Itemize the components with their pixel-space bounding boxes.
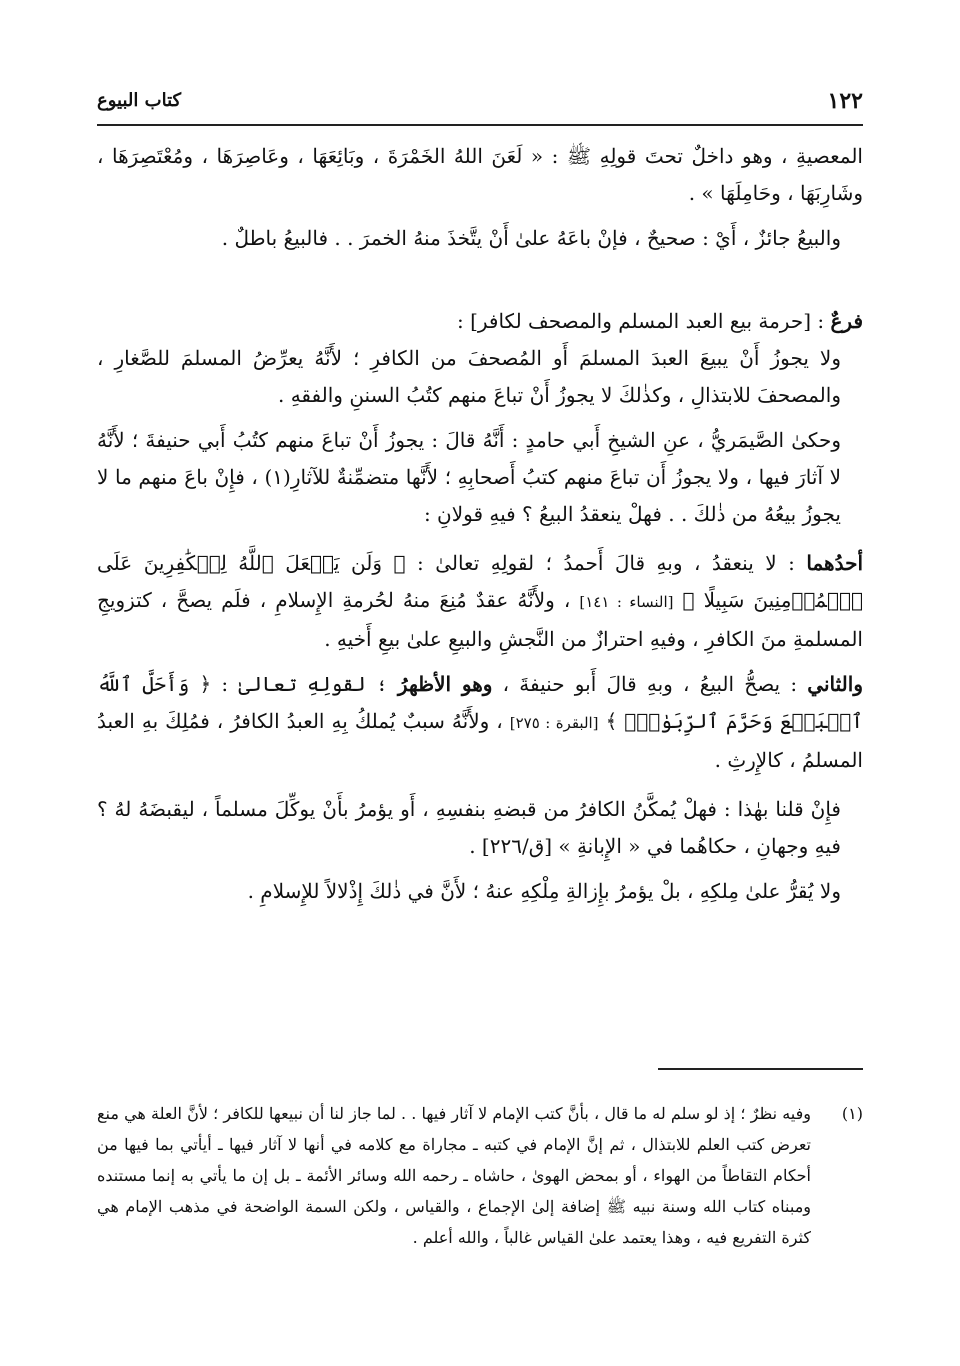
first-opinion-text-a: : لا ينعقدُ ، وبهِ قالَ أَحمدُ ؛ لقولِهِ تعالىٰ : ﴿ وَلَن يَجۡعَلَ ٱللَّهُ لِلۡكَٰفِرِينَ عَلَى ٱلۡمُؤۡمِنِينَ سَبِيلًا ﴾ [97, 551, 863, 612]
footnote-number: (١) [841, 1104, 863, 1123]
first-opinion-text-b: ، ولأَنَّهُ عقدٌ مُنِعَ منهُ لحُرمةِ الإِسلامِ ، فلَم يصحَّ ، كتزويجِ المسلمةِ منَ الكافرِ ، وفيهِ احترازٌ من النَّجشِ والبيعِ علىٰ بيعِ أَخيهِ . [97, 588, 863, 651]
page-header [97, 86, 863, 120]
second-opinion-lead: والثاني [807, 672, 863, 696]
paragraph-prohibition: ولا يجوزُ أَنْ يبيعَ العبدَ المسلمَ أَو المُصحفَ من الكافرِ ؛ لأَنَّهُ يعرِّضُ المسلمَ للصَّغارِ ، والمصحفَ للابتذالِ ، وكذٰلكَ لا يجوزُ أَنْ تباعَ منهم كتُبُ السننِ والفقهِ . [97, 346, 841, 407]
footnotes [97, 1098, 863, 1253]
second-opinion-text-c: ، ولأَنَّهُ سببٌ يُملكُ بِهِ العبدُ الكافرُ ، فمُلِكَ بهِ العبدُ المسلمُ ، كالإِرثِ . [97, 709, 863, 772]
running-title: كتاب البيوع [97, 90, 182, 111]
paragraph-saymari: وحكىٰ الصَّيمَريُّ ، عنِ الشيخِ أَبي حامدٍ : أَنَّهُ قالَ : يجوزُ أَنْ تباعَ منهم كتُبُ أَبي حنيفةَ ؛ لأَنَّهُ لا آثارَ فيها ، ولا يجوزُ أَن تباعَ منهم كتبُ أَصحابِهِ ؛ لأَنَّها متضمِّنةٌ للآثارِ(١) ، فإِنْ باعَ منهم ما لا يجوزُ بيعُهُ من ذٰلكَ . . فهلْ ينعقدُ البيعُ ؟ فيهِ قولانِ : [97, 428, 842, 526]
main-text [97, 138, 863, 910]
footnote [97, 1098, 863, 1253]
quran-reference: [البقرة : ٢٧٥] [509, 714, 599, 732]
paragraph-possession: فإِنْ قلنا بهٰذا : فهلْ يُمكَّنُ الكافرُ من قبضهِ بنفسِهِ ، أَو يؤمرُ بأَنْ يوكِّلَ مسلماً ، ليقبضَهُ لهُ ؟ فيهِ وجهانِ ، حكاهُما في « الإِبانةِ » [ق/٢٢٦] . [97, 797, 841, 858]
section-heading [97, 303, 863, 340]
quran-reference: [النساء : ١٤١] [579, 593, 674, 611]
paragraph-first-opinion [97, 545, 863, 658]
first-opinion-lead: أحدُهما [806, 551, 863, 575]
section-heading-title: : [حرمة بيع العبد المسلم والمصحف لكافر] : [456, 309, 831, 333]
footnote-divider [658, 1068, 863, 1070]
header-divider [97, 124, 863, 126]
preferred-view: وهو الأظهرُ [397, 672, 493, 696]
page-number: ١٢٢ [827, 88, 863, 114]
paragraph-ownership: ولا يُقرُّ علىٰ مِلكِهِ ، بلْ يؤمرُ بإِزالةِ مِلْكِهِ عنهُ ؛ لأَنَّ في ذٰلكَ إِذْلالاً للإِسلامِ . [247, 879, 841, 903]
section-heading-lead: فرعٌ [830, 309, 863, 333]
second-opinion-text-a: : يصحُّ البيعُ ، وبهِ قالَ أَبو حنيفةَ ، [492, 672, 808, 696]
paragraph-second-opinion [97, 666, 863, 779]
second-opinion-text-b: ؛ لقولِهِ تعالىٰ : ﴿ وَأَحَلَّ ٱللَّهُ ٱلۡبَيۡعَ وَحَرَّمَ ٱلرِّبَوٰاْۚ ﴾ [97, 672, 863, 733]
paragraph-sale-ruling: والبيعُ جائزٌ ، أَيْ : صحيحٌ ، فإنْ باعَهُ علىٰ أَنْ يتَّخذَ منهُ الخمرَ . . فالبيعُ باطلٌ . [221, 226, 841, 250]
footnote-text: وفيه نظرٌ ؛ إذ لو سلم له ما قال ، بأنَّ كتب الإمام لا آثار فيها . . لما جاز لنا أن نبيعها للكافر ؛ لأنَّ العلة هي منع تعرض كتب العلم للابتذال ، ثم إنَّ الإمام في كتبه ـ مجاراة مع كلامه في أنها لا آثار فيها ـ أيأتي بما فيها من أحكام التقاطاً من الهواء ، أو بمحض الهوىٰ ، حاشاه ـ رحمه الله وسائر الأئمة ـ بل إن ما يأتي به إنما مستنده ومبناه كتاب الله وسنة نبيه ﷺ إضافة إلىٰ الإجماع ، والقياس ، ولكن السمة الواضحة في مذهب الإمام هي كثرة التفريع فيه ، وهذا يعتمد علىٰ القياس غالباً ، والله أعلم . [97, 1104, 812, 1247]
paragraph-continuation: المعصيةِ ، وهو داخلٌ تحتَ قولِهِ ﷺ : « لَعَنَ اللهُ الخَمْرَةَ ، وبَائِعَهَا ، وعَاصِرَهَا ، ومُعْتَصِرَهَا ، وشَارِبَهَا ، وحَامِلَهَا » . [97, 144, 863, 205]
